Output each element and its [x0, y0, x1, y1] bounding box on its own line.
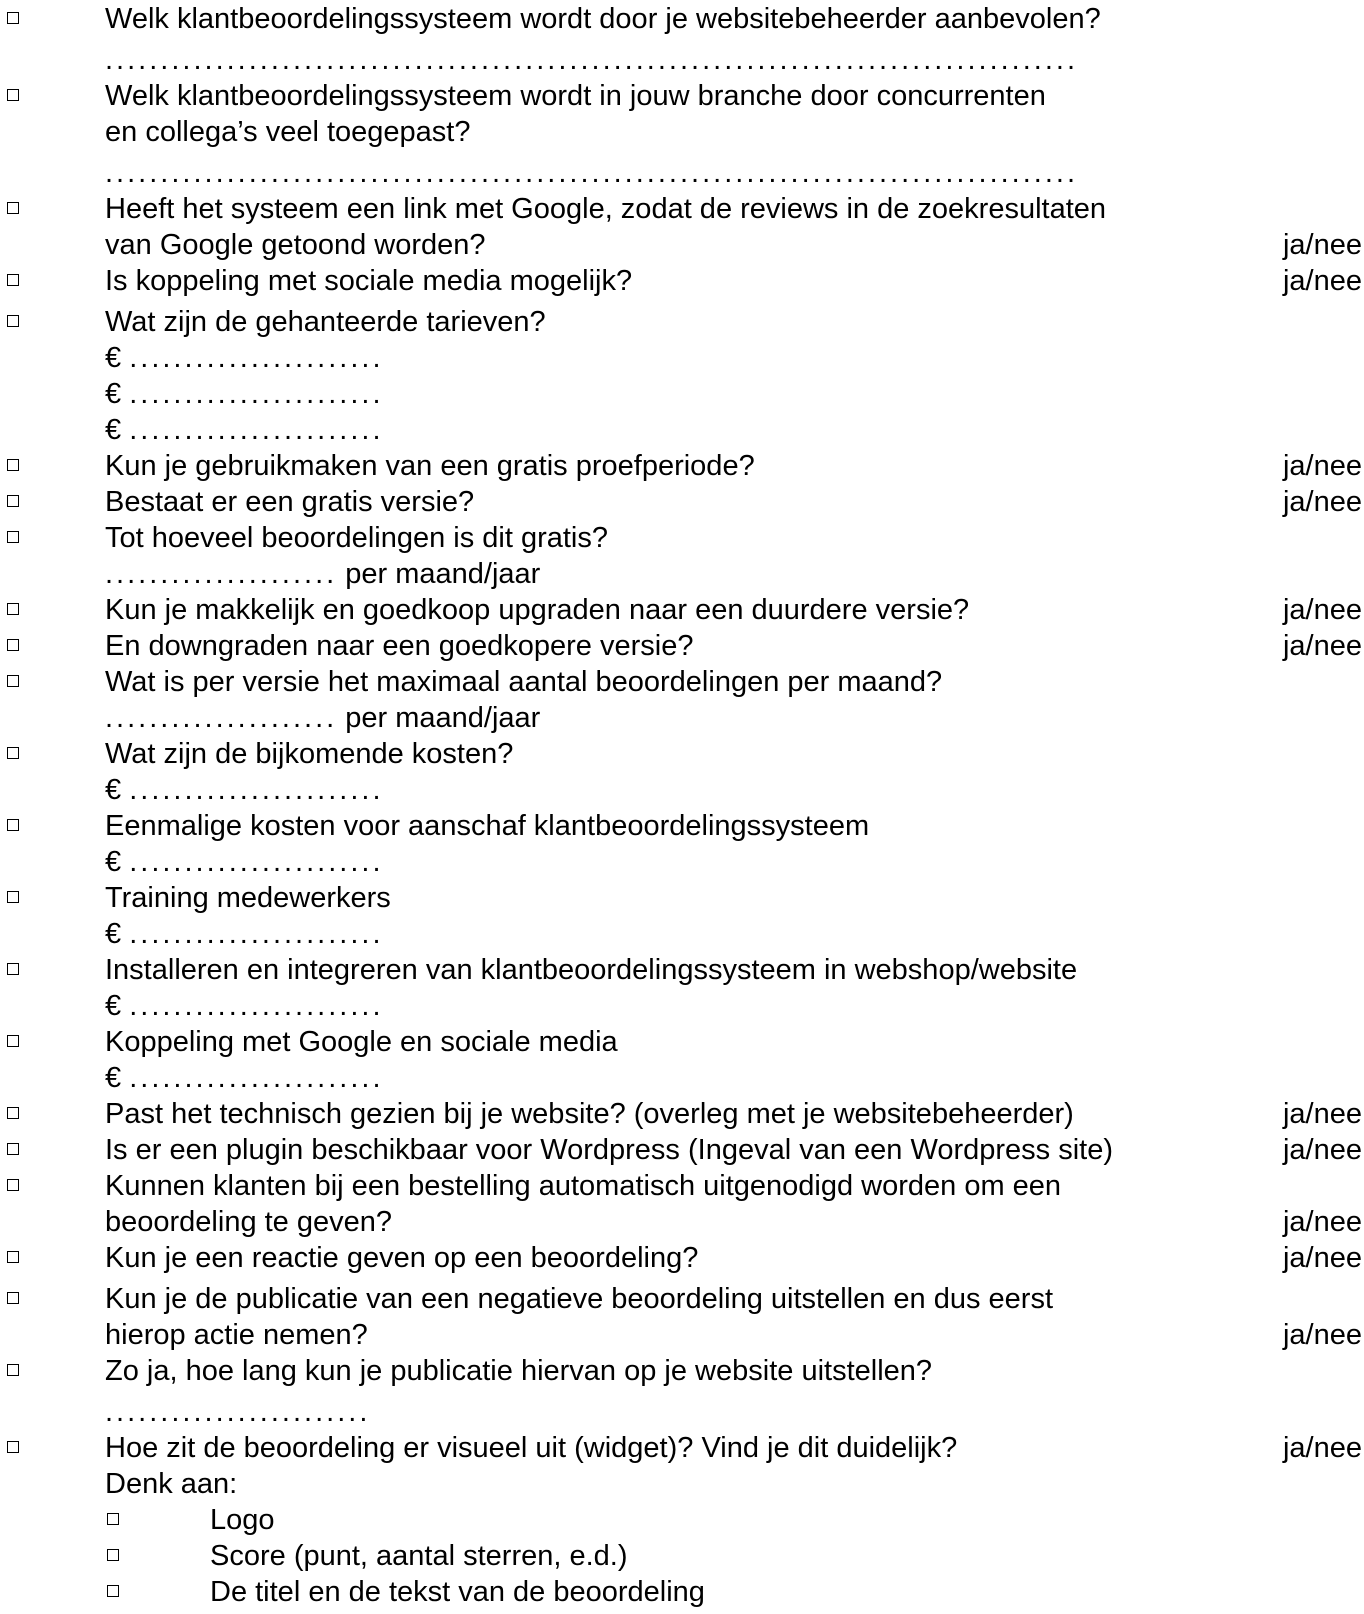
dotted-answer-line: .....................	[105, 558, 338, 590]
item-text: Denk aan:	[105, 1468, 238, 1500]
item-text: Bestaat er een gratis versie?	[105, 486, 475, 518]
item-text: Koppeling met Google en sociale media	[105, 1026, 618, 1058]
checklist-row	[0, 1060, 1364, 1096]
checkbox-icon[interactable]	[7, 274, 19, 286]
checklist-row	[0, 1, 1364, 37]
checklist-row	[0, 448, 1364, 484]
checkbox-icon[interactable]	[7, 495, 19, 507]
dotted-answer-line: .......................	[129, 774, 384, 806]
checklist-row	[0, 155, 1364, 191]
checkbox-icon[interactable]	[7, 315, 19, 327]
yes-no-label: ja/nee	[1282, 1206, 1362, 1238]
currency-symbol: €	[105, 990, 122, 1022]
item-text: Heeft het systeem een link met Google, zodat de reviews in de zoekresultaten	[105, 193, 1107, 225]
item-text: Tot hoeveel beoordelingen is dit gratis?	[105, 522, 608, 554]
checklist-row	[0, 1281, 1364, 1317]
checklist-row	[0, 1024, 1364, 1060]
checklist-row	[0, 628, 1364, 664]
checklist-row	[0, 42, 1364, 78]
currency-symbol: €	[105, 846, 122, 878]
checklist-row	[0, 736, 1364, 772]
checkbox-icon[interactable]	[107, 1513, 119, 1525]
checklist-row	[0, 700, 1364, 736]
item-text: Kun je makkelijk en goedkoop upgraden naar een duurdere versie?	[105, 594, 970, 626]
dotted-answer-line: .......................	[129, 1062, 384, 1094]
checklist-row	[0, 376, 1364, 412]
checklist-row	[0, 114, 1364, 150]
item-text: Is er een plugin beschikbaar voor Wordpress (Ingeval van een Wordpress site)	[105, 1134, 1113, 1166]
item-text: Wat is per versie het maximaal aantal beoordelingen per maand?	[105, 666, 943, 698]
dotted-answer-line: ........................................................................................	[105, 157, 1079, 189]
yes-no-label: ja/nee	[1282, 229, 1362, 261]
item-text: De titel en de tekst van de beoordeling	[210, 1576, 705, 1608]
checklist-row	[0, 556, 1364, 592]
checklist-row	[0, 1168, 1364, 1204]
checklist-row	[0, 1132, 1364, 1168]
dotted-answer-line: .....................	[105, 702, 338, 734]
item-text: En downgraden naar een goedkopere versie?	[105, 630, 694, 662]
checklist-row	[0, 916, 1364, 952]
yes-no-label: ja/nee	[1282, 486, 1362, 518]
yes-no-label: ja/nee	[1282, 1098, 1362, 1130]
checklist-row	[0, 988, 1364, 1024]
checkbox-icon[interactable]	[7, 675, 19, 687]
currency-symbol: €	[105, 918, 122, 950]
checkbox-icon[interactable]	[7, 459, 19, 471]
item-text: beoordeling te geven?	[105, 1206, 393, 1238]
checklist-row	[0, 1204, 1364, 1240]
checkbox-icon[interactable]	[7, 1251, 19, 1263]
checklist-row	[0, 844, 1364, 880]
checkbox-icon[interactable]	[7, 747, 19, 759]
checkbox-icon[interactable]	[7, 1441, 19, 1453]
dotted-answer-line: .......................	[129, 342, 384, 374]
checklist-row	[0, 191, 1364, 227]
item-text: Kun je een reactie geven op een beoordeling?	[105, 1242, 699, 1274]
checkbox-icon[interactable]	[7, 963, 19, 975]
checklist-row	[0, 1394, 1364, 1430]
checkbox-icon[interactable]	[7, 1179, 19, 1191]
dotted-answer-line: ........................................................................................	[105, 44, 1079, 76]
yes-no-label: ja/nee	[1282, 450, 1362, 482]
dotted-answer-line: .......................	[129, 990, 384, 1022]
item-text: Logo	[210, 1504, 275, 1536]
checklist-row	[0, 592, 1364, 628]
sub-checklist-item	[0, 1502, 1364, 1538]
checklist-row	[0, 412, 1364, 448]
checkbox-icon[interactable]	[7, 1143, 19, 1155]
currency-symbol: €	[105, 414, 122, 446]
checkbox-icon[interactable]	[7, 891, 19, 903]
yes-no-label: ja/nee	[1282, 594, 1362, 626]
yes-no-label: ja/nee	[1282, 1432, 1362, 1464]
checklist-row	[0, 484, 1364, 520]
item-text: Welk klantbeoordelingssysteem wordt in jouw branche door concurrenten	[105, 80, 1046, 112]
checklist-row	[0, 263, 1364, 299]
checklist-row	[0, 520, 1364, 556]
checklist-row	[0, 1430, 1364, 1466]
checklist-row	[0, 1240, 1364, 1276]
checkbox-icon[interactable]	[7, 1292, 19, 1304]
checklist-row	[0, 880, 1364, 916]
yes-no-label: ja/nee	[1282, 630, 1362, 662]
item-text: Score (punt, aantal sterren, e.d.)	[210, 1540, 628, 1572]
checkbox-icon[interactable]	[7, 531, 19, 543]
item-text: en collega’s veel toegepast?	[105, 116, 471, 148]
item-text: Kunnen klanten bij een bestelling automatisch uitgenodigd worden om een	[105, 1170, 1062, 1202]
checkbox-icon[interactable]	[7, 1035, 19, 1047]
item-text: Zo ja, hoe lang kun je publicatie hiervan op je website uitstellen?	[105, 1355, 933, 1387]
checkbox-icon[interactable]	[7, 1364, 19, 1376]
checklist-row	[0, 1466, 1364, 1502]
checklist-row	[0, 808, 1364, 844]
checklist-row	[0, 772, 1364, 808]
item-text: Kun je gebruikmaken van een gratis proefperiode?	[105, 450, 755, 482]
checklist-row	[0, 304, 1364, 340]
checkbox-icon[interactable]	[7, 639, 19, 651]
item-text: Eenmalige kosten voor aanschaf klantbeoordelingssysteem	[105, 810, 870, 842]
currency-symbol: €	[105, 774, 122, 806]
checklist-row	[0, 664, 1364, 700]
dotted-answer-line: .......................	[129, 846, 384, 878]
sub-checklist-item	[0, 1574, 1364, 1610]
checklist-row	[0, 1317, 1364, 1353]
sub-checklist-item	[0, 1538, 1364, 1574]
checklist-row	[0, 340, 1364, 376]
currency-symbol: €	[105, 378, 122, 410]
yes-no-label: ja/nee	[1282, 1134, 1362, 1166]
item-text: Hoe zit de beoordeling er visueel uit (widget)? Vind je dit duidelijk?	[105, 1432, 958, 1464]
item-text: hierop actie nemen?	[105, 1319, 368, 1351]
checkbox-icon[interactable]	[7, 1107, 19, 1119]
dotted-answer-line: .......................	[129, 918, 384, 950]
item-text: Kun je de publicatie van een negatieve beoordeling uitstellen en dus eerst	[105, 1283, 1054, 1315]
item-text: Welk klantbeoordelingssysteem wordt door je websitebeheerder aanbevolen?	[105, 3, 1101, 35]
item-text: Installeren en integreren van klantbeoordelingssysteem in webshop/website	[105, 954, 1078, 986]
item-text: Wat zijn de bijkomende kosten?	[105, 738, 514, 770]
checklist-row	[0, 1096, 1364, 1132]
checklist-row	[0, 78, 1364, 114]
checkbox-icon[interactable]	[7, 89, 19, 101]
currency-symbol: €	[105, 342, 122, 374]
item-text: Is koppeling met sociale media mogelijk?	[105, 265, 633, 297]
answer-unit-label: per maand/jaar	[345, 702, 541, 734]
checkbox-icon[interactable]	[107, 1585, 119, 1597]
dotted-answer-line: .......................	[129, 414, 384, 446]
yes-no-label: ja/nee	[1282, 1319, 1362, 1351]
answer-unit-label: per maand/jaar	[345, 558, 541, 590]
checklist-row	[0, 1353, 1364, 1389]
checkbox-icon[interactable]	[7, 819, 19, 831]
checklist-row	[0, 227, 1364, 263]
currency-symbol: €	[105, 1062, 122, 1094]
checkbox-icon[interactable]	[7, 12, 19, 24]
checkbox-icon[interactable]	[7, 603, 19, 615]
yes-no-label: ja/nee	[1282, 265, 1362, 297]
item-text: Past het technisch gezien bij je website? (overleg met je websitebeheerder)	[105, 1098, 1074, 1130]
item-text: van Google getoond worden?	[105, 229, 486, 261]
item-text: Training medewerkers	[105, 882, 391, 914]
item-text: Wat zijn de gehanteerde tarieven?	[105, 306, 546, 338]
dotted-answer-line: .......................	[129, 378, 384, 410]
checkbox-icon[interactable]	[107, 1549, 119, 1561]
checklist-row	[0, 952, 1364, 988]
checkbox-icon[interactable]	[7, 202, 19, 214]
dotted-answer-line: ........................	[105, 1396, 371, 1428]
yes-no-label: ja/nee	[1282, 1242, 1362, 1274]
